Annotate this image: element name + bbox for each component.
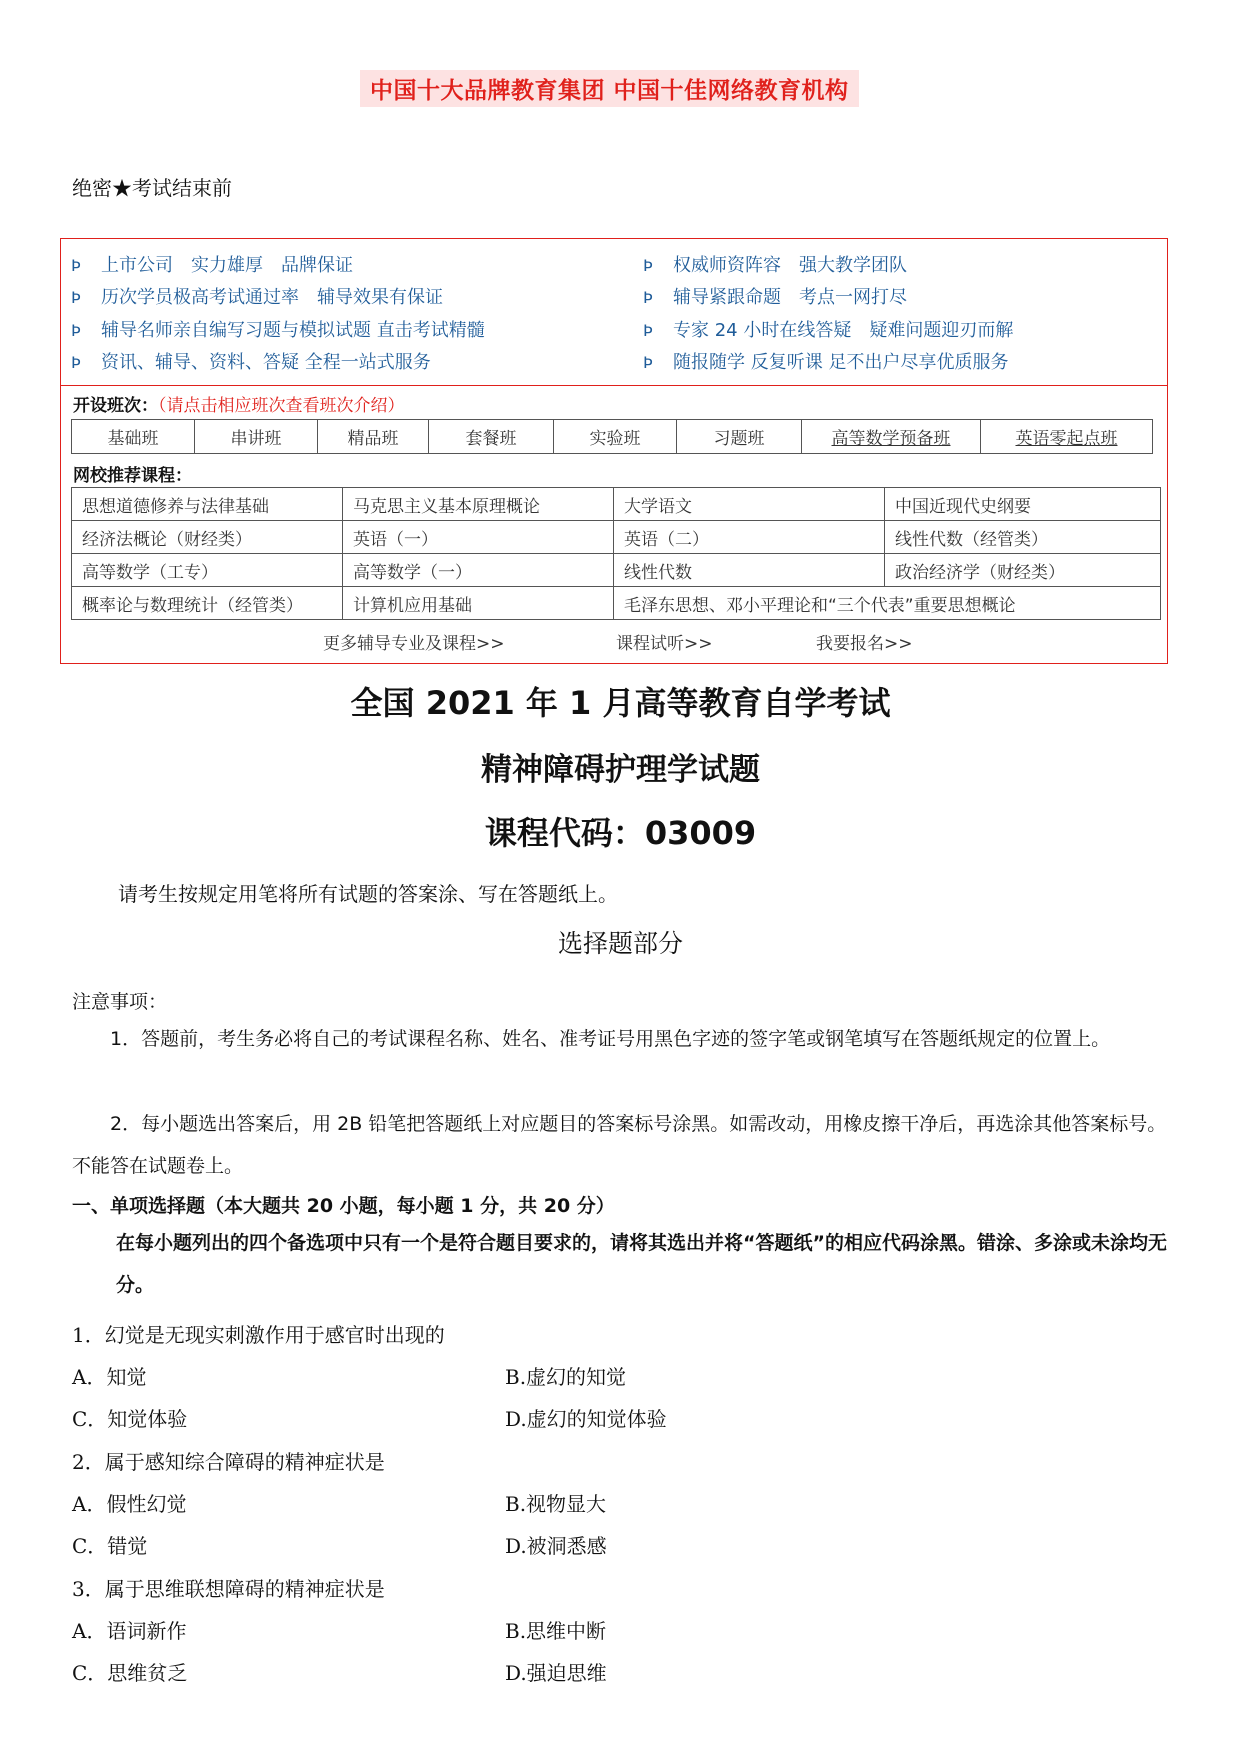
option-a: A．知觉 xyxy=(72,1365,147,1389)
class-link-basic[interactable]: 基础班 xyxy=(72,420,195,453)
enroll-link[interactable]: 我要报名>> xyxy=(816,634,913,654)
course-link[interactable]: 英语（二） xyxy=(614,521,885,554)
option-c: C．错觉 xyxy=(72,1534,148,1558)
option-b: B.虚幻的知觉 xyxy=(505,1365,627,1389)
class-link-review[interactable]: 串讲班 xyxy=(195,420,318,453)
course-row xyxy=(72,521,1161,554)
section-description: 在每小题列出的四个备选项中只有一个是符合题目要求的，请将其选出并将“答题纸”的相应代码涂黑。错涂、多涂或未涂均无分。 xyxy=(116,1232,1167,1296)
class-link-exercise[interactable]: 习题班 xyxy=(677,420,802,453)
course-link[interactable]: 毛泽东思想、邓小平理论和“三个代表”重要思想概论 xyxy=(614,587,1161,620)
bullet-icon: Þ xyxy=(643,353,653,372)
exam-title: 全国 2021 年 1 月高等教育自学考试 xyxy=(350,684,891,722)
class-link-math-prep[interactable]: 高等数学预备班 xyxy=(802,420,981,453)
feature-right-2: Þ 辅导紧跟命题 考点一网打尽 xyxy=(643,287,907,308)
question-stem: 3．属于思维联想障碍的精神症状是 xyxy=(72,1577,385,1601)
bullet-icon: Þ xyxy=(643,288,653,307)
feature-right-1: Þ 权威师资阵容 强大教学团队 xyxy=(643,255,907,276)
class-link-english-zero[interactable]: 英语零起点班 xyxy=(1015,429,1118,449)
course-link[interactable]: 英语（一） xyxy=(343,521,614,554)
classes-table xyxy=(71,419,1153,454)
bullet-icon: Þ xyxy=(643,321,653,340)
option-a: A．语词新作 xyxy=(72,1619,187,1643)
course-link[interactable]: 线性代数 xyxy=(614,554,885,587)
bullet-icon: Þ xyxy=(643,256,653,275)
courses-label: 网校推荐课程： xyxy=(73,466,192,486)
course-link[interactable]: 概率论与数理统计（经管类） xyxy=(72,587,343,620)
course-code: 课程代码：03009 xyxy=(484,814,757,852)
header-banner: 中国十大品牌教育集团 中国十佳网络教育机构 xyxy=(360,70,859,107)
course-row xyxy=(72,488,1161,521)
course-row xyxy=(72,587,1161,620)
exam-subject: 精神障碍护理学试题 xyxy=(481,752,760,788)
course-row xyxy=(72,554,1161,587)
course-link[interactable]: 高等数学（一） xyxy=(343,554,614,587)
ad-features xyxy=(61,239,1167,386)
option-d: D.强迫思维 xyxy=(505,1661,607,1685)
classes-note: （请点击相应班次查看班次介绍） xyxy=(158,396,405,416)
bullet-icon: Þ xyxy=(71,353,81,372)
part-title: 选择题部分 xyxy=(557,929,683,958)
notice-item-1: 1．答题前，考生务必将自己的考试课程名称、姓名、准考证号用黑色字迹的签字笔或钢笔填写在答题纸规定的位置上。 xyxy=(110,1028,1111,1050)
feature-left-1: Þ 上市公司 实力雄厚 品牌保证 xyxy=(71,255,353,276)
course-link[interactable]: 政治经济学（财经类） xyxy=(885,554,1161,587)
question-stem: 2．属于感知综合障碍的精神症状是 xyxy=(72,1450,385,1474)
option-c: C．思维贫乏 xyxy=(72,1661,188,1685)
feature-left-4: Þ 资讯、辅导、资料、答疑 全程一站式服务 xyxy=(71,352,431,373)
feature-left-2: Þ 历次学员极高考试通过率 辅导效果有保证 xyxy=(71,287,443,308)
bullet-icon: Þ xyxy=(71,321,81,340)
bullet-icon: Þ xyxy=(71,288,81,307)
option-d: D.虚幻的知觉体验 xyxy=(505,1407,667,1431)
notice-heading: 注意事项： xyxy=(72,991,168,1013)
feature-right-4: Þ 随报随学 反复听课 足不出户尽享优质服务 xyxy=(643,352,1009,373)
section-title: 一、单项选择题（本大题共 20 小题，每小题 1 分，共 20 分） xyxy=(72,1195,615,1217)
bullet-icon: Þ xyxy=(71,256,81,275)
option-a: A．假性幻觉 xyxy=(72,1492,187,1516)
option-b: B.思维中断 xyxy=(505,1619,607,1643)
class-link-package[interactable]: 套餐班 xyxy=(429,420,554,453)
course-link[interactable]: 计算机应用基础 xyxy=(343,587,614,620)
feature-left-3: Þ 辅导名师亲自编写习题与模拟试题 直击考试精髓 xyxy=(71,320,485,341)
question-stem: 1．幻觉是无现实刺激作用于感官时出现的 xyxy=(72,1323,445,1347)
option-c: C．知觉体验 xyxy=(72,1407,188,1431)
option-b: B.视物显大 xyxy=(505,1492,607,1516)
feature-right-3: Þ 专家 24 小时在线答疑 疑难问题迎刃而解 xyxy=(643,320,1014,341)
course-link[interactable]: 线性代数（经管类） xyxy=(885,521,1161,554)
course-link[interactable]: 高等数学（工专） xyxy=(72,554,343,587)
confidential-label: 绝密★考试结束前 xyxy=(72,176,232,200)
class-link-experiment[interactable]: 实验班 xyxy=(554,420,677,453)
course-link[interactable]: 大学语文 xyxy=(614,488,885,521)
course-link[interactable]: 中国近现代史纲要 xyxy=(885,488,1161,521)
more-courses-link[interactable]: 更多辅导专业及课程>> xyxy=(323,634,505,654)
exam-instruction: 请考生按规定用笔将所有试题的答案涂、写在答题纸上。 xyxy=(118,882,618,906)
course-link[interactable]: 经济法概论（财经类） xyxy=(72,521,343,554)
option-d: D.被洞悉感 xyxy=(505,1534,607,1558)
notice-item-2: 2．每小题选出答案后，用 2B 铅笔把答题纸上对应题目的答案标号涂黑。如需改动，用橡皮擦干净后，再选涂其他答案标号。不能答在试题卷上。 xyxy=(72,1113,1167,1177)
course-link[interactable]: 马克思主义基本原理概论 xyxy=(343,488,614,521)
class-link-premium[interactable]: 精品班 xyxy=(318,420,429,453)
ad-box xyxy=(60,238,1168,664)
course-link[interactable]: 思想道德修养与法律基础 xyxy=(72,488,343,521)
classes-label: 开设班次：（请点击相应班次查看班次介绍） xyxy=(73,396,405,416)
course-trial-link[interactable]: 课程试听>> xyxy=(616,634,713,654)
courses-table xyxy=(71,487,1161,620)
